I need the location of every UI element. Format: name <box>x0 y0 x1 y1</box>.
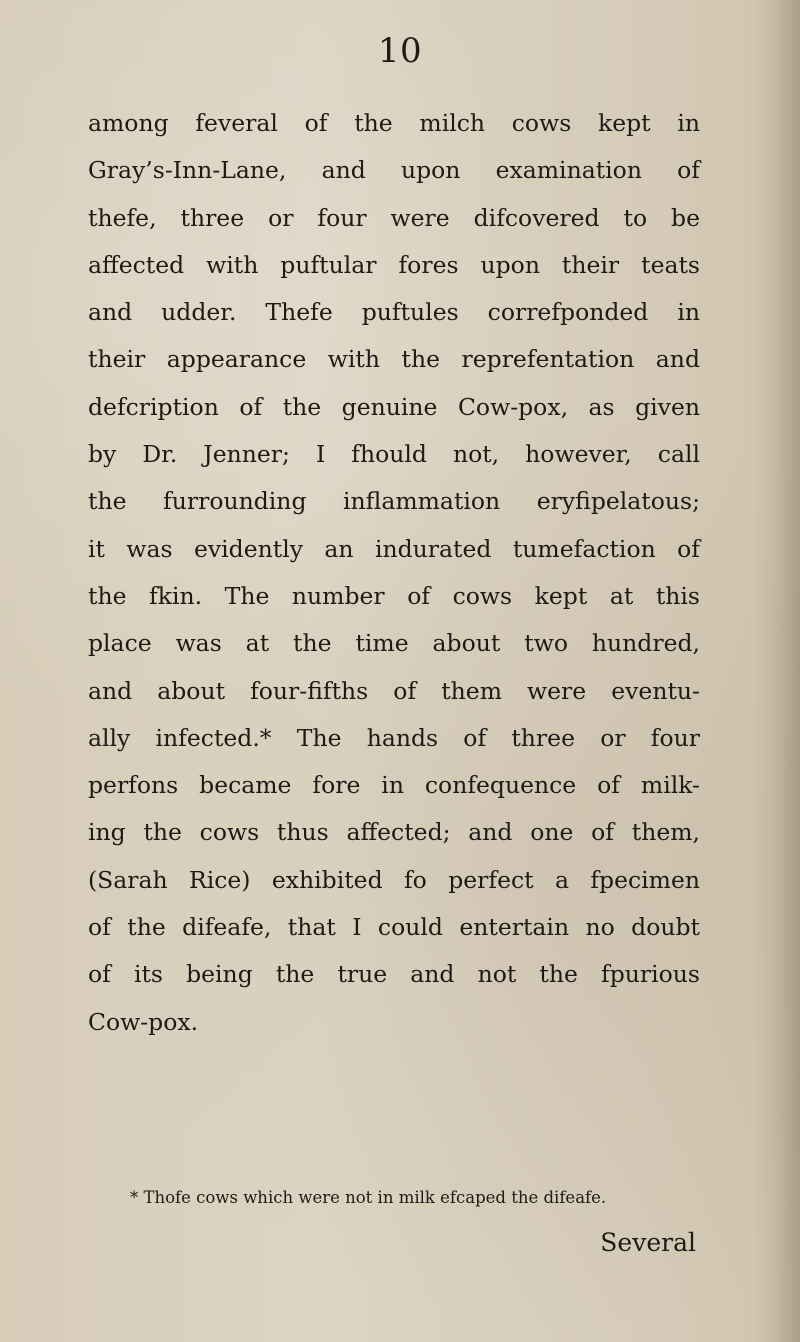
text-line: Cow-pox. <box>88 1007 199 1036</box>
text-line: it was evidently an indurated tumefaction of <box>88 534 700 563</box>
text-line: place was at the time about two hundred, <box>88 629 700 658</box>
text-line: by Dr. Jenner; I fhould not, however, call <box>88 440 700 469</box>
text-line: affected with puftular fores upon their teats <box>88 250 700 279</box>
text-line: the furrounding inflammation eryfipelatous; <box>88 487 700 516</box>
text-line: of its being the true and not the fpurious <box>88 960 700 989</box>
text-line: of the difeafe, that I could entertain no doubt <box>88 913 700 942</box>
text-line: Gray’s-Inn-Lane, and upon examination of <box>88 156 700 185</box>
catchword: Several <box>600 1228 696 1257</box>
text-line: and about four-fifths of them were eventu- <box>88 676 700 705</box>
text-line: ing the cows thus affected; and one of them, <box>88 818 700 847</box>
text-line: the fkin. The number of cows kept at this <box>88 581 700 610</box>
footnote: * Thofe cows which were not in milk efcaped the difeafe. <box>130 1188 607 1207</box>
text-line: perfons became fore in confequence of milk- <box>88 771 700 800</box>
text-line: (Sarah Rice) exhibited fo perfect a fpecimen <box>88 865 700 894</box>
page-edge-shadow <box>754 0 800 1342</box>
text-line: their appearance with the reprefentation and <box>88 345 700 374</box>
page-number: 10 <box>377 31 423 71</box>
text-line: defcription of the genuine Cow-pox, as given <box>88 392 700 421</box>
text-line: ally infected.* The hands of three or four <box>88 723 700 752</box>
text-line: and udder. Thefe puftules correfponded in <box>88 298 700 327</box>
text-line: among feveral of the milch cows kept in <box>88 109 700 137</box>
text-line: thefe, three or four were difcovered to be <box>88 203 700 232</box>
main-text <box>88 100 700 1046</box>
